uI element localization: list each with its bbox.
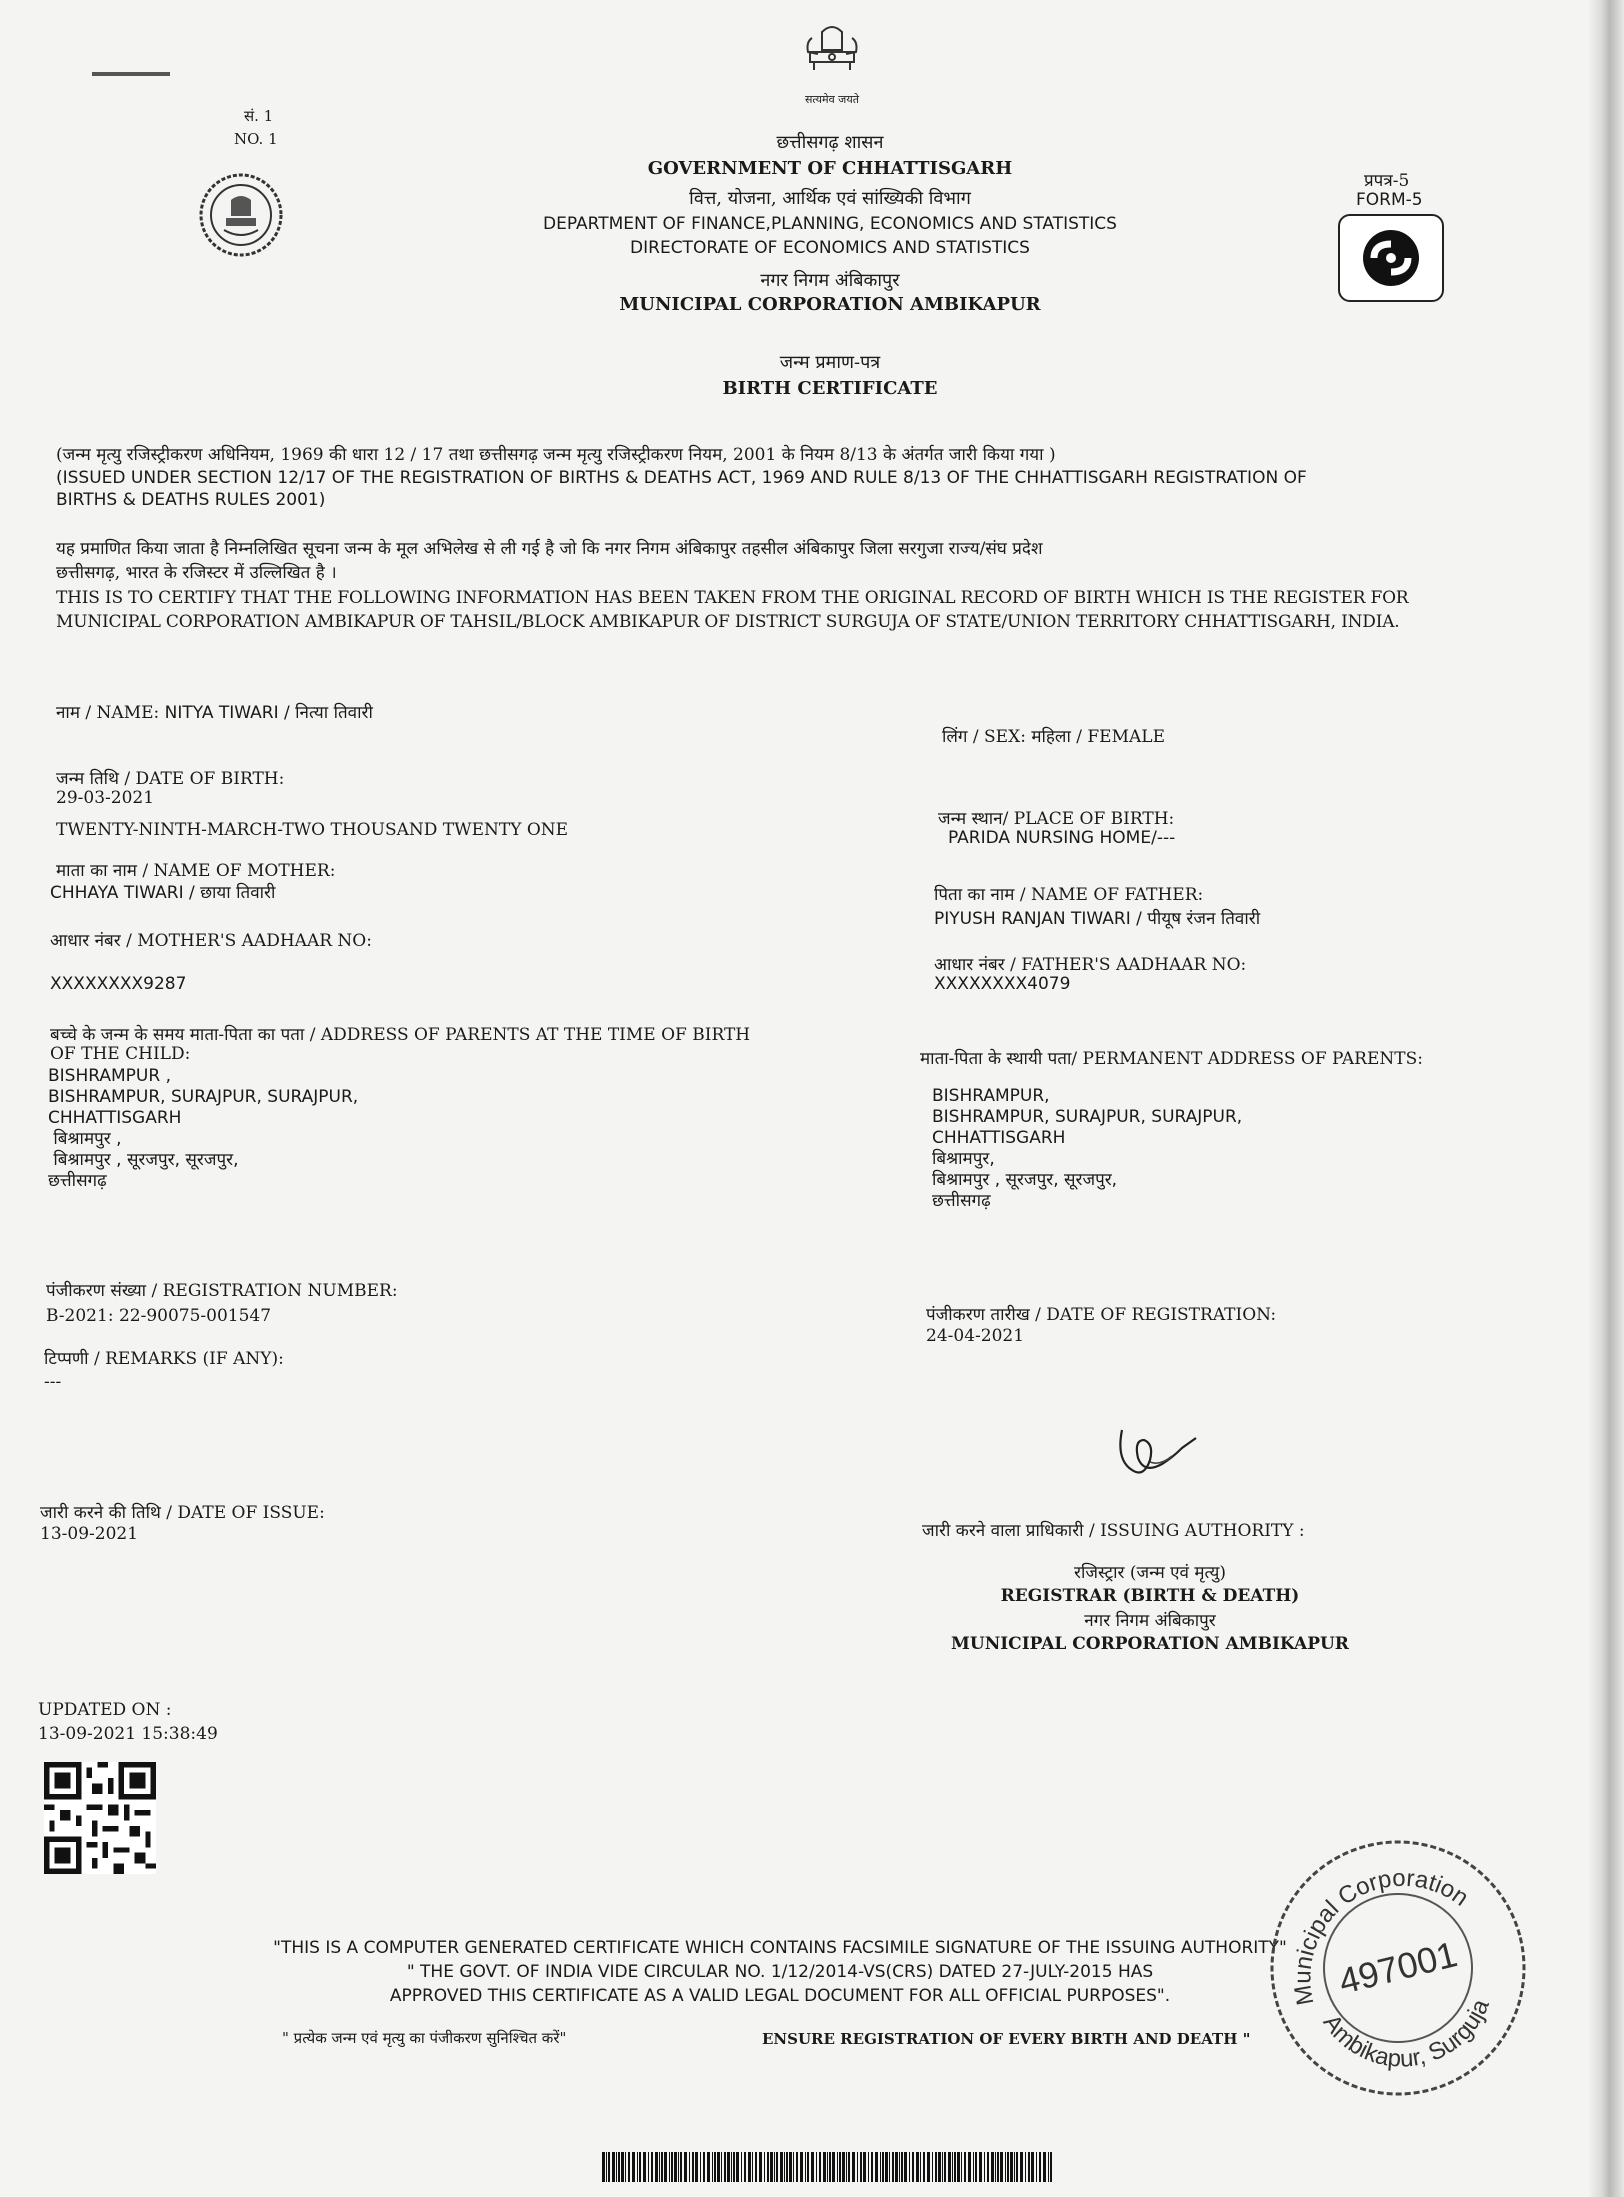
footer-line-2: " THE GOVT. OF INDIA VIDE CIRCULAR NO. 1/12/2014-VS(CRS) DATED 27-JULY-2015 HAS bbox=[406, 1962, 1154, 1982]
directorate-title: DIRECTORATE OF ECONOMICS AND STATISTICS bbox=[630, 238, 1030, 258]
municipal-corporation-stamp bbox=[1262, 1832, 1534, 2104]
mother-name-value: CHHAYA TIWARI / छाया तिवारी bbox=[50, 883, 276, 903]
perm-address-value: BISHRAMPUR, BISHRAMPUR, SURAJPUR, SURAJPUR, CHHATTISGARH बिश्रामपुर, बिश्रामपुर , सूरजपुर, सूरजपुर, छत्तीसगढ़ bbox=[932, 1086, 1243, 1211]
sex-value: महिला / FEMALE bbox=[1031, 727, 1165, 747]
stamp-text-bottom: Ambikapur, Surguja bbox=[1317, 1995, 1495, 2073]
mother-aadhaar-label: आधार नंबर / MOTHER'S AADHAAR NO: bbox=[50, 931, 372, 951]
father-aadhaar-label: आधार नंबर / FATHER'S AADHAAR NO: bbox=[934, 955, 1247, 975]
reg-number-value: B-2021: 22-90075-001547 bbox=[46, 1306, 272, 1326]
mother-name-label: माता का नाम / NAME OF MOTHER: bbox=[56, 861, 336, 881]
certify-en-1: THIS IS TO CERTIFY THAT THE FOLLOWING INFORMATION HAS BEEN TAKEN FROM THE ORIGINAL RECORD OF BIRTH WHICH IS THE REGISTER FOR bbox=[56, 588, 1409, 608]
updated-label: UPDATED ON : bbox=[38, 1700, 172, 1720]
stamp-text-top: Municipal Corporation bbox=[1289, 1864, 1474, 2008]
issued-under-hi: (जन्म मृत्यु रजिस्ट्रीकरण अधिनियम, 1969 की धारा 12 / 17 तथा छत्तीसगढ़ जन्म मृत्यु रजिस्ट्रीकरण नियम, 2001 के नियम 8/13 के अंतर्गत जारी किया गया ) bbox=[56, 445, 1056, 465]
qr-code-icon bbox=[44, 1762, 156, 1874]
authority-hi-1: रजिस्ट्रार (जन्म एवं मृत्यु) bbox=[1074, 1563, 1226, 1583]
footer-line-3: APPROVED THIS CERTIFICATE AS A VALID LEGAL DOCUMENT FOR ALL OFFICIAL PURPOSES". bbox=[389, 1986, 1171, 2006]
stamp-number: 497001 bbox=[1334, 1933, 1462, 2002]
issue-date-value: 13-09-2021 bbox=[40, 1524, 139, 1544]
father-aadhaar-value: XXXXXXXX4079 bbox=[934, 974, 1071, 994]
dept-title-en: DEPARTMENT OF FINANCE,PLANNING, ECONOMICS AND STATISTICS bbox=[543, 214, 1117, 234]
issuing-authority-label: जारी करने वाला प्राधिकारी / ISSUING AUTHORITY : bbox=[922, 1521, 1305, 1541]
emblem-motto: सत्यमेव जयते bbox=[804, 93, 859, 106]
ensure-registration-hi: " प्रत्येक जन्म एवं मृत्यु का पंजीकरण सुनिश्चित करें" bbox=[282, 2029, 567, 2047]
name-value: NITYA TIWARI / नित्या तिवारी bbox=[164, 703, 373, 723]
barcode-icon bbox=[602, 2152, 1052, 2182]
cert-title-en: BIRTH CERTIFICATE bbox=[722, 378, 938, 399]
father-name-label: पिता का नाम / NAME OF FATHER: bbox=[934, 885, 1204, 905]
sex-label: लिंग / SEX: bbox=[942, 727, 1026, 747]
updated-value: 13-09-2021 15:38:49 bbox=[38, 1724, 218, 1744]
certify-hi-2: छत्तीसगढ़, भारत के रजिस्टर में उल्लिखित है । bbox=[56, 563, 337, 583]
reg-date-label: पंजीकरण तारीख / DATE OF REGISTRATION: bbox=[926, 1305, 1277, 1325]
state-seal-icon bbox=[196, 170, 286, 260]
crs-logo-icon bbox=[1338, 214, 1444, 302]
issued-under-en-1: (ISSUED UNDER SECTION 12/17 OF THE REGISTRATION OF BIRTHS & DEATHS ACT, 1969 AND RULE 8/13 OF THE CHHATTISGARH REGISTRATION OF bbox=[56, 468, 1307, 488]
serial-en: NO. 1 bbox=[234, 130, 278, 148]
dob-value: 29-03-2021 bbox=[56, 788, 155, 808]
serial-hi: सं. 1 bbox=[244, 107, 274, 125]
dob-label: जन्म तिथि / DATE OF BIRTH: bbox=[56, 769, 285, 789]
authority-en-2: MUNICIPAL CORPORATION AMBIKAPUR bbox=[951, 1634, 1349, 1654]
ensure-registration-en: ENSURE REGISTRATION OF EVERY BIRTH AND DEATH " bbox=[762, 2030, 1251, 2048]
govt-title-en: GOVERNMENT OF CHHATTISGARH bbox=[647, 158, 1013, 179]
scan-mark bbox=[92, 72, 170, 76]
dept-title-hi: वित्त, योजना, आर्थिक एवं सांख्यिकी विभाग bbox=[689, 188, 971, 209]
form-number-hi: प्रपत्र-5 bbox=[1364, 171, 1410, 191]
birth-address-label-2: OF THE CHILD: bbox=[50, 1044, 191, 1064]
authority-en-1: REGISTRAR (BIRTH & DEATH) bbox=[1000, 1586, 1300, 1606]
issue-date-label: जारी करने की तिथि / DATE OF ISSUE: bbox=[40, 1503, 325, 1523]
issued-under-en-2: BIRTHS & DEATHS RULES 2001) bbox=[56, 490, 326, 510]
birth-address-value: BISHRAMPUR , BISHRAMPUR, SURAJPUR, SURAJPUR, CHHATTISGARH बिश्रामपुर , बिश्रामपुर , सूरजपुर, सूरजपुर, छत्तीसगढ़ bbox=[48, 1066, 359, 1191]
name-label: नाम / NAME: bbox=[56, 703, 160, 723]
father-name-value: PIYUSH RANJAN TIWARI / पीयूष रंजन तिवारी bbox=[934, 909, 1261, 929]
birth-address-label-1: बच्चे के जन्म के समय माता-पिता का पता / ADDRESS OF PARENTS AT THE TIME OF BIRTH bbox=[50, 1025, 751, 1045]
cert-title-hi: जन्म प्रमाण-पत्र bbox=[779, 352, 881, 373]
reg-date-value: 24-04-2021 bbox=[926, 1326, 1025, 1346]
authority-hi-2: नगर निगम अंबिकापुर bbox=[1084, 1611, 1216, 1631]
name-field bbox=[56, 700, 373, 723]
form-number-en: FORM-5 bbox=[1356, 190, 1423, 210]
certify-en-2: MUNICIPAL CORPORATION AMBIKAPUR OF TAHSIL/BLOCK AMBIKAPUR OF DISTRICT SURGUJA OF STATE/UNION TERRITORY CHHATTISGARH, INDIA. bbox=[56, 612, 1400, 632]
sex-field bbox=[942, 724, 1165, 747]
corp-title-hi: नगर निगम अंबिकापुर bbox=[760, 270, 900, 291]
remarks-label: टिप्पणी / REMARKS (IF ANY): bbox=[44, 1349, 284, 1369]
perm-address-label: माता-पिता के स्थायी पता/ PERMANENT ADDRESS OF PARENTS: bbox=[920, 1049, 1423, 1069]
scan-edge bbox=[1588, 0, 1624, 2197]
govt-title-hi: छत्तीसगढ़ शासन bbox=[776, 132, 884, 153]
remarks-value: --- bbox=[44, 1372, 62, 1392]
certify-hi-1: यह प्रमाणित किया जाता है निम्नलिखित सूचना जन्म के मूल अभिलेख से ली गई है जो कि नगर निगम अंबिकापुर तहसील अंबिकापुर जिला सरगुजा राज्य/संघ प्रदेश bbox=[56, 539, 1043, 559]
pob-label: जन्म स्थान/ PLACE OF BIRTH: bbox=[938, 809, 1175, 829]
reg-number-label: पंजीकरण संख्या / REGISTRATION NUMBER: bbox=[46, 1281, 398, 1301]
dob-words: TWENTY-NINTH-MARCH-TWO THOUSAND TWENTY ONE bbox=[56, 820, 569, 840]
mother-aadhaar-value: XXXXXXXX9287 bbox=[50, 974, 187, 994]
pob-value: PARIDA NURSING HOME/--- bbox=[948, 828, 1176, 848]
registrar-signature-icon bbox=[1100, 1400, 1220, 1490]
footer-line-1: "THIS IS A COMPUTER GENERATED CERTIFICATE WHICH CONTAINS FACSIMILE SIGNATURE OF THE ISSUING AUTHORITY" bbox=[273, 1938, 1287, 1958]
corp-title-en: MUNICIPAL CORPORATION AMBIKAPUR bbox=[619, 294, 1041, 315]
